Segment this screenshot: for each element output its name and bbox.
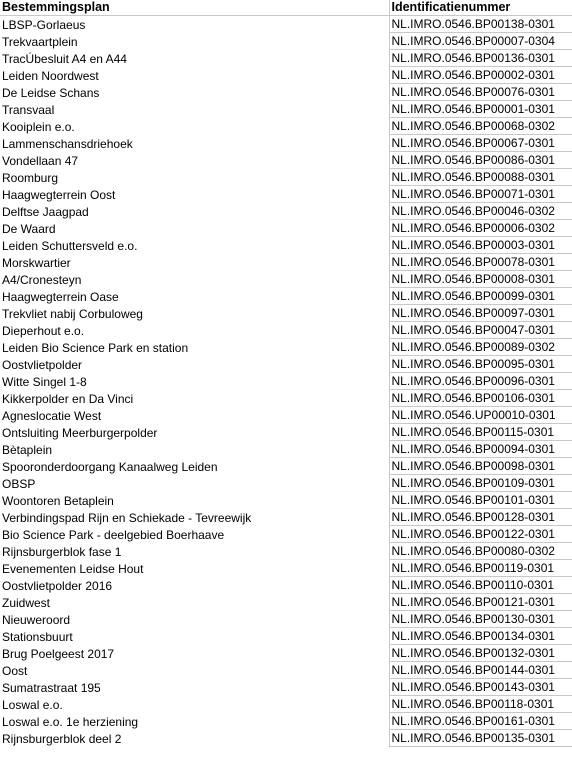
table-row	[0, 186, 572, 203]
cell-bestemmingsplan[interactable]: Stationsbuurt	[0, 628, 389, 645]
table-row	[0, 152, 572, 169]
cell-bestemmingsplan[interactable]: Kikkerpolder en Da Vinci	[0, 390, 389, 407]
cell-identificatienummer[interactable]: NL.IMRO.0546.BP00128-0301	[389, 509, 572, 526]
cell-bestemmingsplan[interactable]: Leiden Schuttersveld e.o.	[0, 237, 389, 254]
cell-identificatienummer[interactable]: NL.IMRO.0546.BP00132-0301	[389, 645, 572, 662]
table-row	[0, 322, 572, 339]
table-row	[0, 288, 572, 305]
cell-bestemmingsplan[interactable]: TracÚbesluit A4 en A44	[0, 50, 389, 67]
cell-identificatienummer[interactable]: NL.IMRO.0546.BP00161-0301	[389, 713, 572, 730]
cell-bestemmingsplan[interactable]: Oostvlietpolder 2016	[0, 577, 389, 594]
cell-identificatienummer[interactable]: NL.IMRO.0546.BP00068-0302	[389, 118, 572, 135]
cell-identificatienummer[interactable]: NL.IMRO.0546.BP00008-0301	[389, 271, 572, 288]
cell-bestemmingsplan[interactable]: Roomburg	[0, 169, 389, 186]
cell-identificatienummer[interactable]: NL.IMRO.0546.BP00106-0301	[389, 390, 572, 407]
table-row	[0, 339, 572, 356]
cell-identificatienummer[interactable]: NL.IMRO.0546.BP00095-0301	[389, 356, 572, 373]
table-row	[0, 220, 572, 237]
cell-bestemmingsplan[interactable]: Witte Singel 1-8	[0, 373, 389, 390]
table-row	[0, 509, 572, 526]
cell-identificatienummer[interactable]: NL.IMRO.0546.BP00002-0301	[389, 67, 572, 84]
cell-identificatienummer[interactable]: NL.IMRO.0546.BP00071-0301	[389, 186, 572, 203]
cell-bestemmingsplan[interactable]: De Waard	[0, 220, 389, 237]
cell-bestemmingsplan[interactable]: Woontoren Betaplein	[0, 492, 389, 509]
table-row	[0, 611, 572, 628]
table-body	[0, 16, 572, 747]
cell-bestemmingsplan[interactable]: Kooiplein e.o.	[0, 118, 389, 135]
cell-bestemmingsplan[interactable]: Lammenschansdriehoek	[0, 135, 389, 152]
cell-identificatienummer[interactable]: NL.IMRO.0546.BP00099-0301	[389, 288, 572, 305]
table-row	[0, 662, 572, 679]
cell-identificatienummer[interactable]: NL.IMRO.0546.BP00046-0302	[389, 203, 572, 220]
cell-bestemmingsplan[interactable]: A4/Cronesteyn	[0, 271, 389, 288]
table-row	[0, 101, 572, 118]
table-row	[0, 475, 572, 492]
table-row	[0, 730, 572, 747]
column-header-bestemmingsplan[interactable]: Bestemmingsplan	[0, 0, 389, 16]
cell-bestemmingsplan[interactable]: Trekvliet nabij Corbuloweg	[0, 305, 389, 322]
cell-bestemmingsplan[interactable]: Ontsluiting Meerburgerpolder	[0, 424, 389, 441]
table-row	[0, 645, 572, 662]
table-row	[0, 713, 572, 730]
cell-identificatienummer[interactable]: NL.IMRO.0546.BP00007-0304	[389, 33, 572, 50]
table-row	[0, 271, 572, 288]
table-row	[0, 50, 572, 67]
cell-bestemmingsplan[interactable]: Haagwegterrein Oase	[0, 288, 389, 305]
header-row	[0, 0, 572, 16]
cell-bestemmingsplan[interactable]: LBSP-Gorlaeus	[0, 16, 389, 33]
cell-bestemmingsplan[interactable]: Leiden Noordwest	[0, 67, 389, 84]
cell-bestemmingsplan[interactable]: Zuidwest	[0, 594, 389, 611]
cell-bestemmingsplan[interactable]: Spooronderdoorgang Kanaalweg Leiden	[0, 458, 389, 475]
table-row	[0, 203, 572, 220]
table-row	[0, 679, 572, 696]
table-row	[0, 492, 572, 509]
table-row	[0, 543, 572, 560]
cell-identificatienummer[interactable]: NL.IMRO.0546.BP00006-0302	[389, 220, 572, 237]
cell-bestemmingsplan[interactable]: Trekvaartplein	[0, 33, 389, 50]
cell-identificatienummer[interactable]: NL.IMRO.0546.BP00086-0301	[389, 152, 572, 169]
table-row	[0, 67, 572, 84]
cell-identificatienummer[interactable]: NL.IMRO.0546.BP00130-0301	[389, 611, 572, 628]
cell-identificatienummer[interactable]: NL.IMRO.0546.BP00094-0301	[389, 441, 572, 458]
cell-bestemmingsplan[interactable]: Haagwegterrein Oost	[0, 186, 389, 203]
cell-bestemmingsplan[interactable]: Rijnsburgerblok deel 2	[0, 730, 389, 747]
cell-identificatienummer[interactable]: NL.IMRO.0546.BP00101-0301	[389, 492, 572, 509]
cell-bestemmingsplan[interactable]: Transvaal	[0, 101, 389, 118]
table-row	[0, 594, 572, 611]
cell-identificatienummer[interactable]: NL.IMRO.0546.BP00119-0301	[389, 560, 572, 577]
cell-identificatienummer[interactable]: NL.IMRO.0546.BP00138-0301	[389, 16, 572, 33]
table-row	[0, 33, 572, 50]
table-row	[0, 356, 572, 373]
cell-bestemmingsplan[interactable]: De Leidse Schans	[0, 84, 389, 101]
table-row	[0, 373, 572, 390]
cell-bestemmingsplan[interactable]: Bètaplein	[0, 441, 389, 458]
column-header-identificatienummer[interactable]: Identificatienummer	[389, 0, 572, 16]
table-row	[0, 696, 572, 713]
table-header	[0, 0, 572, 16]
cell-bestemmingsplan[interactable]: Sumatrastraat 195	[0, 679, 389, 696]
cell-identificatienummer[interactable]: NL.IMRO.0546.BP00136-0301	[389, 50, 572, 67]
cell-bestemmingsplan[interactable]: Bio Science Park - deelgebied Boerhaave	[0, 526, 389, 543]
cell-bestemmingsplan[interactable]: Brug Poelgeest 2017	[0, 645, 389, 662]
table-row	[0, 577, 572, 594]
cell-identificatienummer[interactable]: NL.IMRO.0546.BP00088-0301	[389, 169, 572, 186]
cell-bestemmingsplan[interactable]: OBSP	[0, 475, 389, 492]
table-row	[0, 441, 572, 458]
table-row	[0, 628, 572, 645]
cell-identificatienummer[interactable]: NL.IMRO.0546.BP00144-0301	[389, 662, 572, 679]
cell-identificatienummer[interactable]: NL.IMRO.0546.BP00109-0301	[389, 475, 572, 492]
cell-bestemmingsplan[interactable]: Dieperhout e.o.	[0, 322, 389, 339]
table-row	[0, 305, 572, 322]
table-row	[0, 560, 572, 577]
cell-identificatienummer[interactable]: NL.IMRO.0546.BP00115-0301	[389, 424, 572, 441]
cell-bestemmingsplan[interactable]: Nieuweroord	[0, 611, 389, 628]
table-row	[0, 407, 572, 424]
cell-bestemmingsplan[interactable]: Evenementen Leidse Hout	[0, 560, 389, 577]
cell-identificatienummer[interactable]: NL.IMRO.0546.BP00121-0301	[389, 594, 572, 611]
cell-bestemmingsplan[interactable]: Rijnsburgerblok fase 1	[0, 543, 389, 560]
cell-bestemmingsplan[interactable]: Oost	[0, 662, 389, 679]
table-row	[0, 237, 572, 254]
cell-bestemmingsplan[interactable]: Delftse Jaagpad	[0, 203, 389, 220]
cell-identificatienummer[interactable]: NL.IMRO.0546.BP00143-0301	[389, 679, 572, 696]
cell-identificatienummer[interactable]: NL.IMRO.0546.BP00003-0301	[389, 237, 572, 254]
cell-identificatienummer[interactable]: NL.IMRO.0546.BP00001-0301	[389, 101, 572, 118]
cell-bestemmingsplan[interactable]: Loswal e.o. 1e herziening	[0, 713, 389, 730]
cell-bestemmingsplan[interactable]: Agneslocatie West	[0, 407, 389, 424]
cell-identificatienummer[interactable]: NL.IMRO.0546.BP00135-0301	[389, 730, 572, 747]
cell-identificatienummer[interactable]: NL.IMRO.0546.BP00089-0302	[389, 339, 572, 356]
cell-identificatienummer[interactable]: NL.IMRO.0546.BP00122-0301	[389, 526, 572, 543]
table-row	[0, 84, 572, 101]
table-row	[0, 254, 572, 271]
cell-identificatienummer[interactable]: NL.IMRO.0546.BP00067-0301	[389, 135, 572, 152]
cell-identificatienummer[interactable]: NL.IMRO.0546.BP00098-0301	[389, 458, 572, 475]
cell-bestemmingsplan[interactable]: Oostvlietpolder	[0, 356, 389, 373]
cell-bestemmingsplan[interactable]: Vondellaan 47	[0, 152, 389, 169]
table-row	[0, 118, 572, 135]
cell-identificatienummer[interactable]: NL.IMRO.0546.BP00118-0301	[389, 696, 572, 713]
cell-identificatienummer[interactable]: NL.IMRO.0546.BP00110-0301	[389, 577, 572, 594]
table-row	[0, 16, 572, 33]
cell-identificatienummer[interactable]: NL.IMRO.0546.BP00134-0301	[389, 628, 572, 645]
cell-identificatienummer[interactable]: NL.IMRO.0546.BP00097-0301	[389, 305, 572, 322]
cell-bestemmingsplan[interactable]: Verbindingspad Rijn en Schiekade - Tevreewijk	[0, 509, 389, 526]
cell-identificatienummer[interactable]: NL.IMRO.0546.BP00096-0301	[389, 373, 572, 390]
table-row	[0, 135, 572, 152]
cell-identificatienummer[interactable]: NL.IMRO.0546.BP00080-0302	[389, 543, 572, 560]
cell-identificatienummer[interactable]: NL.IMRO.0546.BP00078-0301	[389, 254, 572, 271]
cell-identificatienummer[interactable]: NL.IMRO.0546.BP00047-0301	[389, 322, 572, 339]
cell-bestemmingsplan[interactable]: Loswal e.o.	[0, 696, 389, 713]
cell-identificatienummer[interactable]: NL.IMRO.0546.UP00010-0301	[389, 407, 572, 424]
table-row	[0, 458, 572, 475]
cell-identificatienummer[interactable]: NL.IMRO.0546.BP00076-0301	[389, 84, 572, 101]
table-row	[0, 390, 572, 407]
table-row	[0, 424, 572, 441]
cell-bestemmingsplan[interactable]: Leiden Bio Science Park en station	[0, 339, 389, 356]
cell-bestemmingsplan[interactable]: Morskwartier	[0, 254, 389, 271]
table-row	[0, 526, 572, 543]
table-row	[0, 169, 572, 186]
